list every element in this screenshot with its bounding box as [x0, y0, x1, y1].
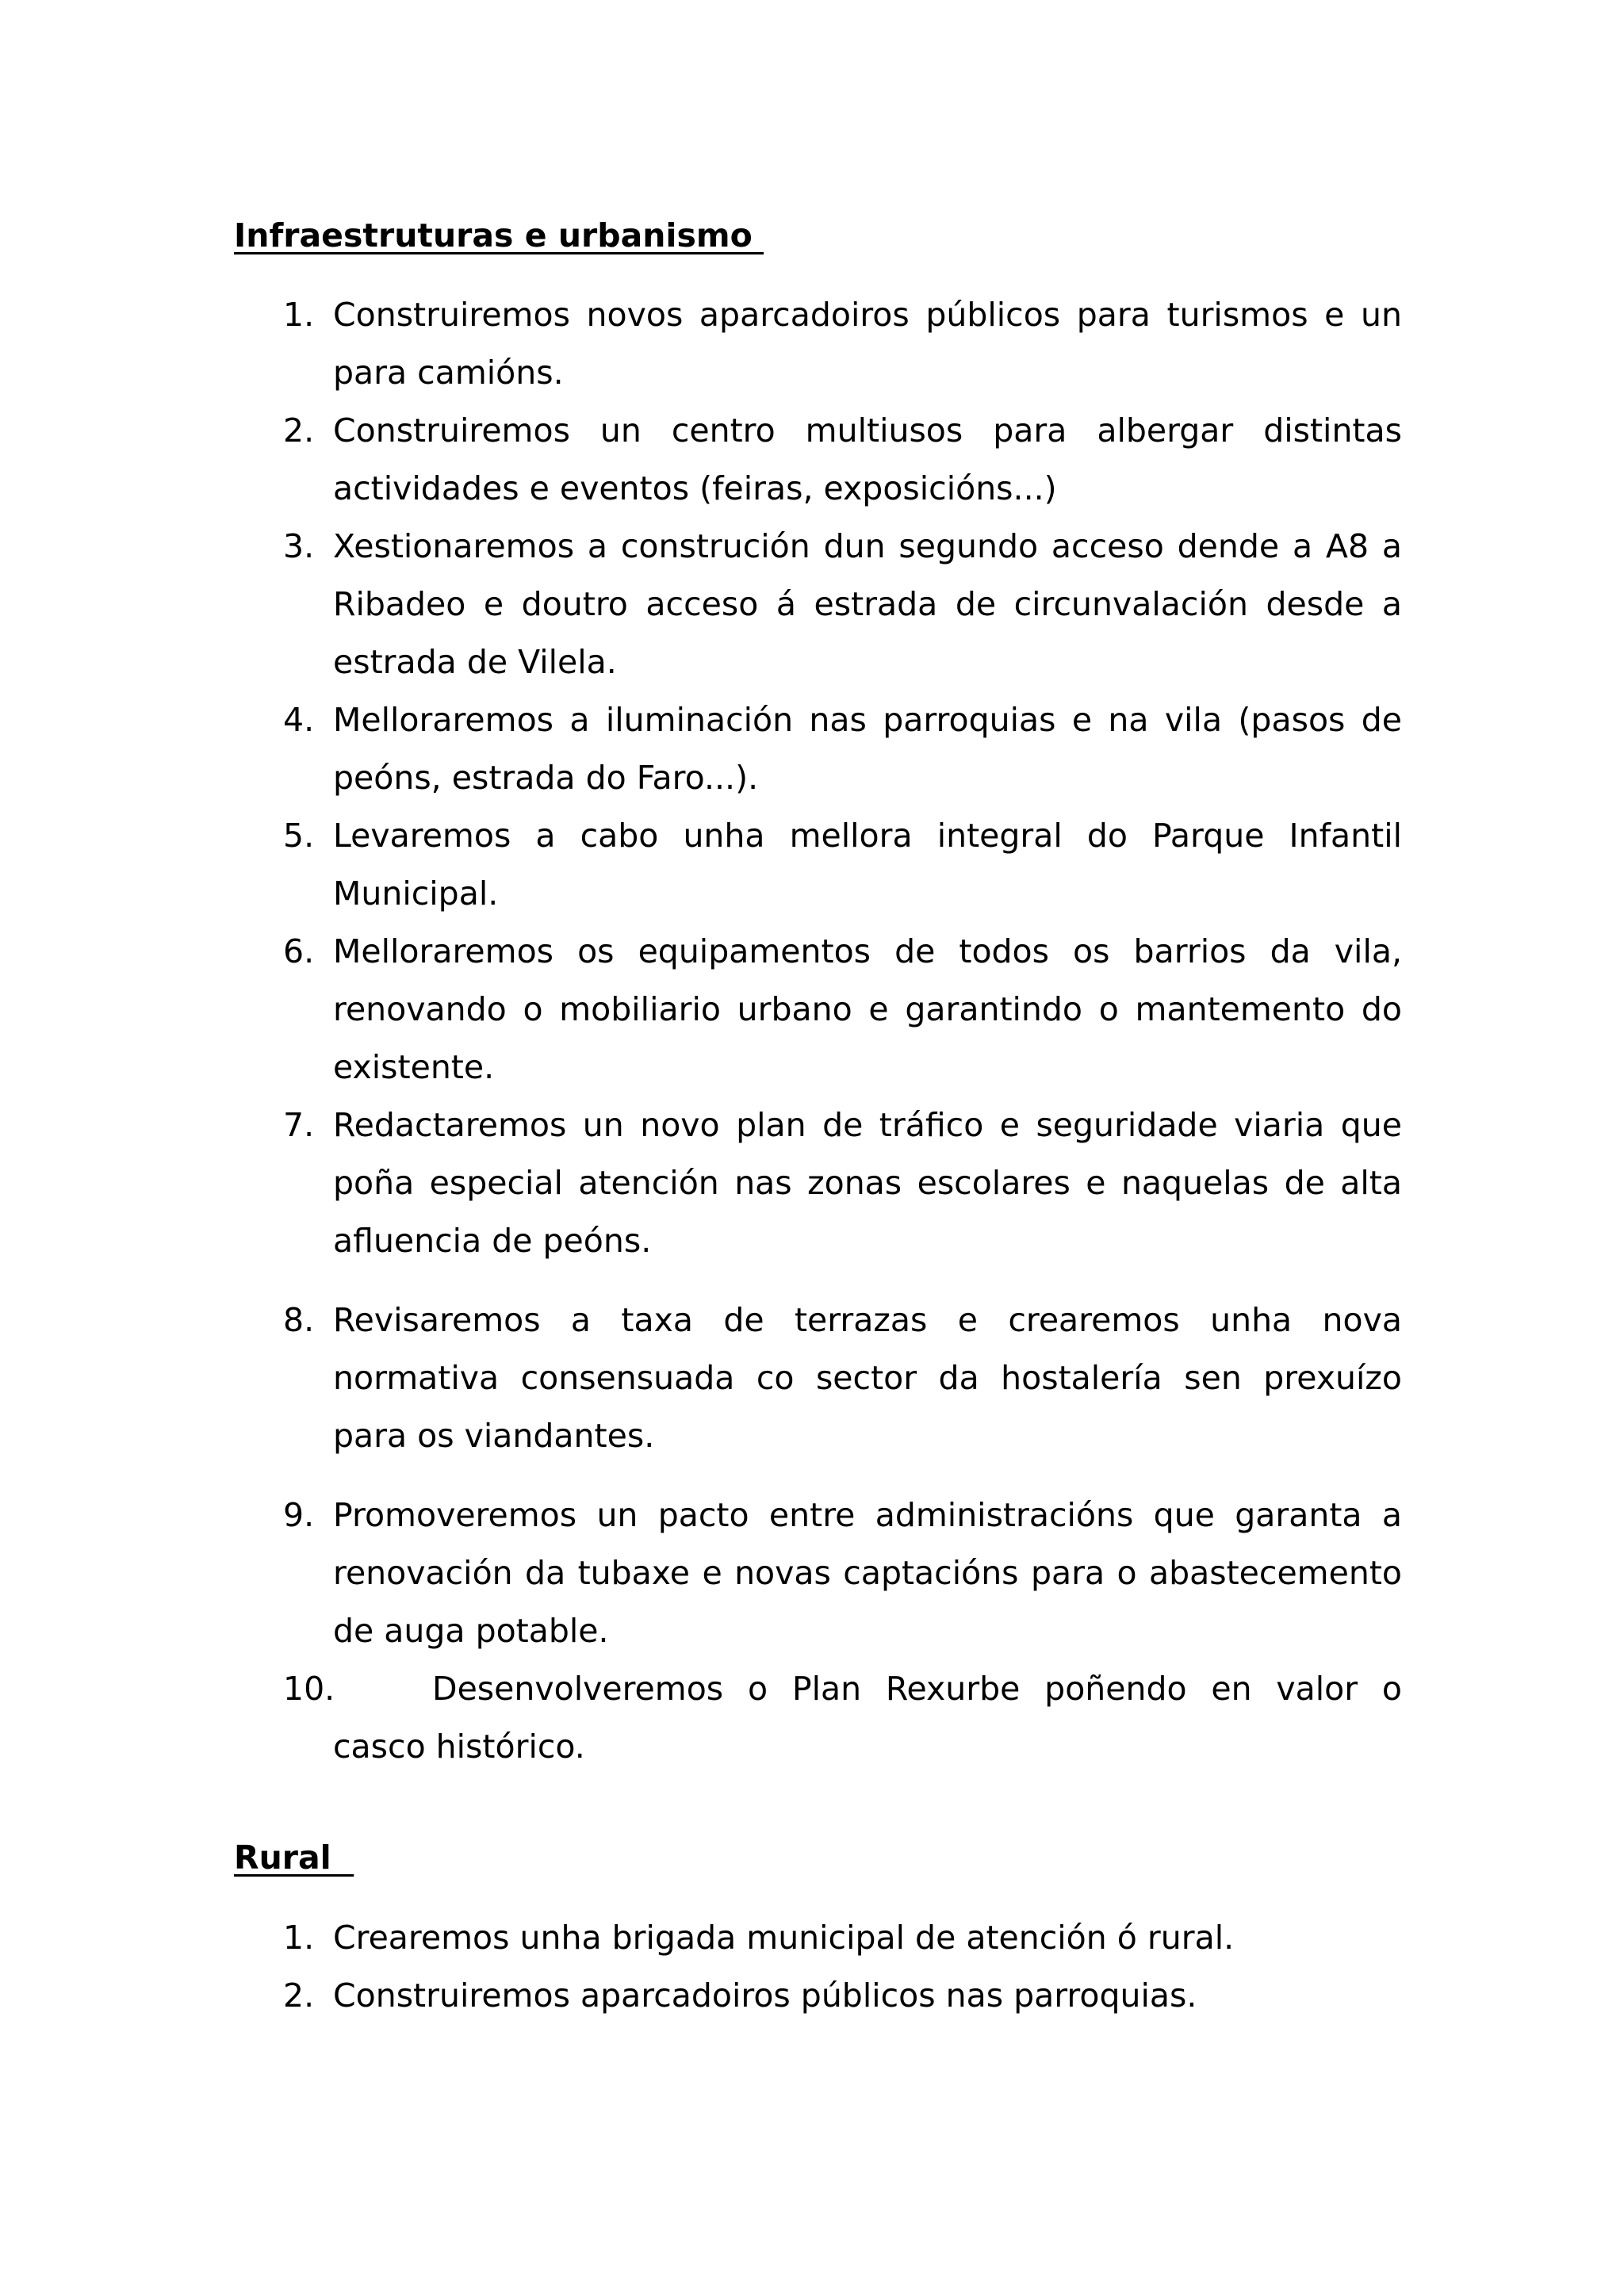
list-item-number: 2. — [283, 1976, 315, 2015]
list-item — [278, 691, 1402, 807]
list-item-text: Melloraremos os equipamentos de todos os barrios da vila, renovando o mobiliario urbano e garantindo o mantemento do existente. — [333, 932, 1402, 1086]
list-item-number: 8. — [283, 1301, 315, 1339]
list-item-number: 6. — [283, 932, 315, 970]
list-item — [278, 923, 1402, 1096]
list-item-number: 9. — [283, 1496, 315, 1534]
list-item — [278, 518, 1402, 691]
list-item-text: Promoveremos un pacto entre administracións que garanta a renovación da tubaxe e novas captacións para o abastecemento de auga potable. — [333, 1496, 1402, 1650]
list-item-text: Melloraremos a iluminación nas parroquias e na vila (pasos de peóns, estrada do Faro...). — [333, 701, 1402, 797]
list-item — [278, 1487, 1402, 1660]
list-item-text: Levaremos a cabo unha mellora integral do Parque Infantil Municipal. — [333, 817, 1402, 913]
list-item-number: 7. — [283, 1106, 315, 1144]
list-item-text: Construiremos aparcadoiros públicos nas parroquias. — [333, 1976, 1197, 2015]
list-item-text: Crearemos unha brigada municipal de atención ó rural. — [333, 1919, 1235, 1957]
list-item — [278, 402, 1402, 518]
list-item-text: Redactaremos un novo plan de tráfico e seguridade viaria que poña especial atención nas zonas escolares e naquelas de alta afluencia de peóns. — [333, 1106, 1402, 1260]
list-item-text: Xestionaremos a construción dun segundo acceso dende a A8 a Ribadeo e doutro acceso á estrada de circunvalación desde a estrada de Vilela. — [333, 527, 1402, 681]
list-item — [278, 1660, 1402, 1776]
list-item-number: 1. — [283, 296, 315, 334]
list-item-number: 2. — [283, 411, 315, 450]
list-item-text: Construiremos novos aparcadoiros públicos para turismos e un para camións. — [333, 296, 1402, 392]
list-item — [278, 1967, 1402, 2025]
list-item-text: Construiremos un centro multiusos para albergar distintas actividades e eventos (feiras, exposicións...) — [333, 411, 1402, 507]
list-item — [278, 286, 1402, 402]
infraestruturas-list — [278, 286, 1402, 1776]
rural-list — [278, 1909, 1402, 2025]
list-item-number: 1. — [283, 1919, 315, 1957]
list-item — [278, 1292, 1402, 1465]
section-heading-rural: Rural — [234, 1839, 354, 1877]
list-item-number: 10. — [283, 1670, 335, 1708]
list-item-text: Desenvolveremos o Plan Rexurbe poñendo en valor o casco histórico. — [333, 1670, 1402, 1766]
list-item-number: 3. — [283, 527, 315, 565]
list-item-number: 5. — [283, 817, 315, 855]
list-item — [278, 1909, 1402, 1967]
section-heading-infraestruturas: Infraestruturas e urbanismo — [234, 216, 764, 254]
list-item-text: Revisaremos a taxa de terrazas e crearemos unha nova normativa consensuada co sector da hostalería sen prexuízo para os viandantes. — [333, 1301, 1402, 1455]
list-item-number: 4. — [283, 701, 315, 739]
list-item — [278, 1096, 1402, 1270]
list-item — [278, 807, 1402, 923]
